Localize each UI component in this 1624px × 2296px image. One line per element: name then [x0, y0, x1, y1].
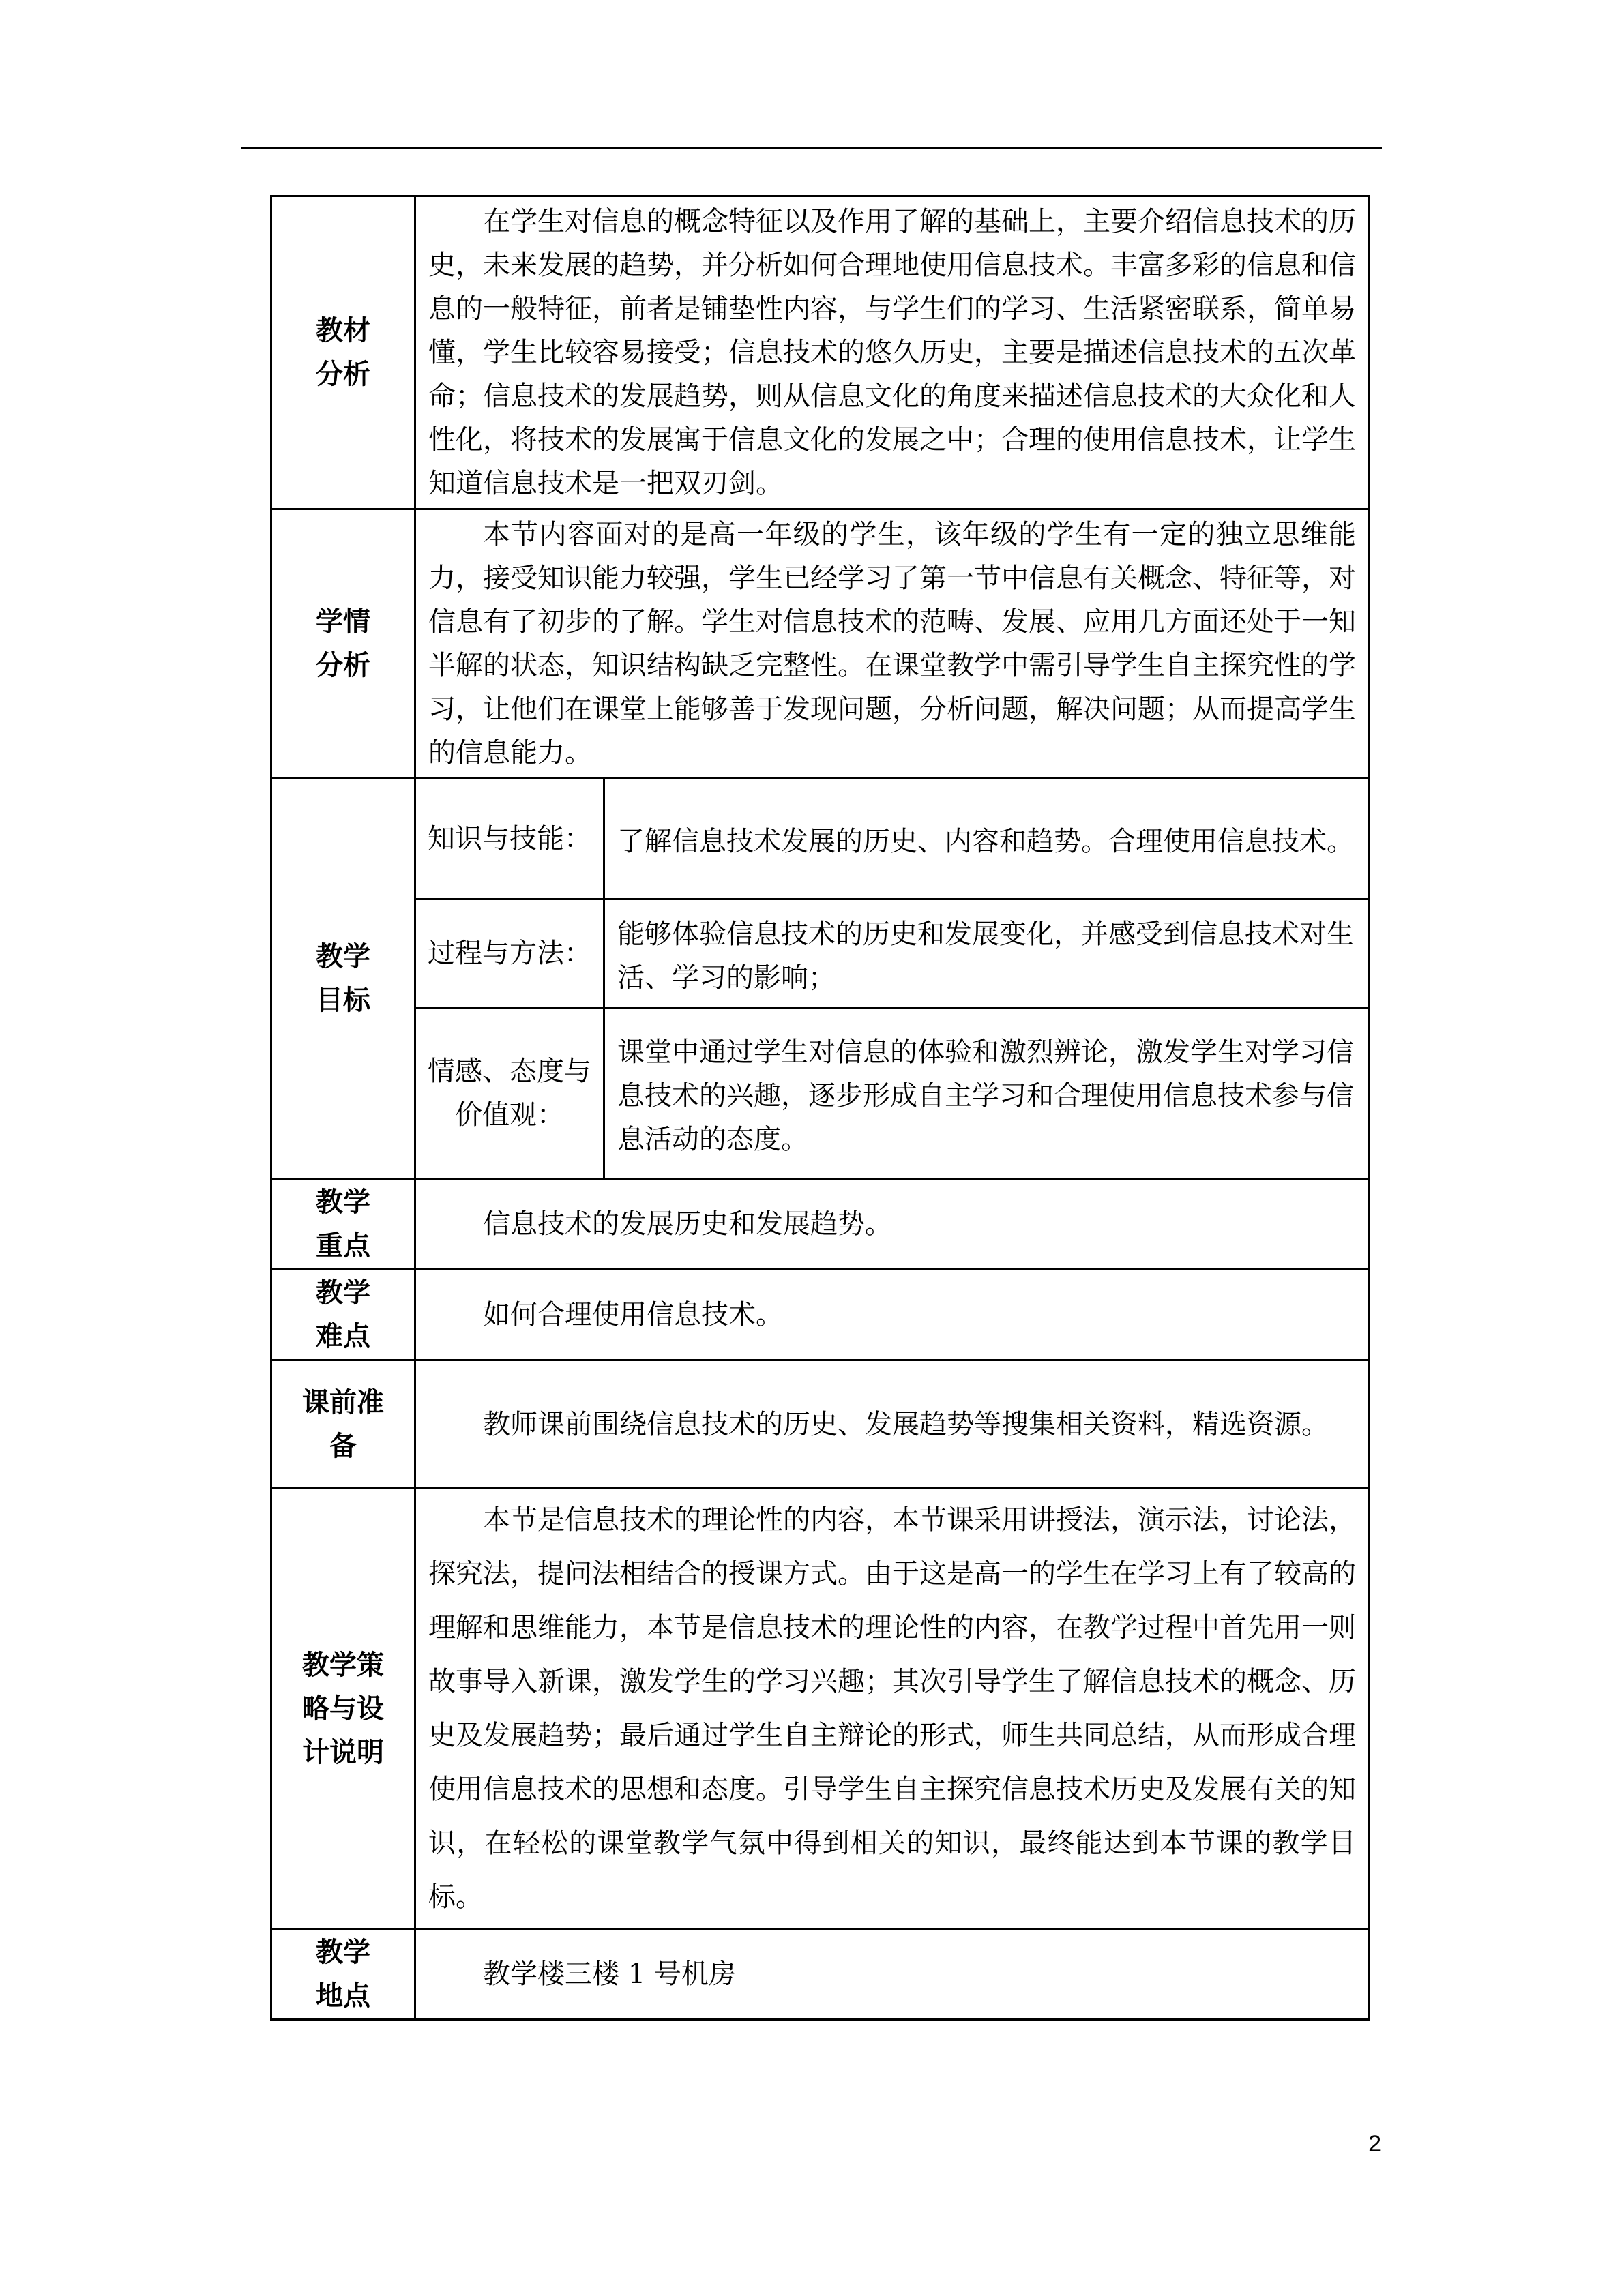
materials-analysis-text: 在学生对信息的概念特征以及作用了解的基础上，主要介绍信息技术的历史，未来发展的趋势，并分析如何合理地使用信息技术。丰富多彩的信息和信息的一般特征，前者是铺垫性内容，与学生们的学习、生活紧密联系，简单易懂，学生比较容易接受；信息技术的悠久历史，主要是描述信息技术的五次革命；信息技术的发展趋势，则从信息文化的角度来描述信息技术的大众化和人性化，将技术的发展寓于信息文化的发展之中；合理的使用信息技术，让学生知道信息技术是一把双刃剑。 [415, 196, 1370, 509]
row-student-analysis [271, 509, 1370, 779]
strategy-text: 本节是信息技术的理论性的内容，本节课采用讲授法，演示法，讨论法，探究法，提问法相结合的授课方式。由于这是高一的学生在学习上有了较高的理解和思维能力，本节是信息技术的理论性的内容，在教学过程中首先用一则故事导入新课，激发学生的学习兴趣；其次引导学生了解信息技术的概念、历史及发展趋势；最后通过学生自主辩论的形式，师生共同总结，从而形成合理使用信息技术的思想和态度。引导学生自主探究信息技术历史及发展有关的知识，在轻松的课堂教学气氛中得到相关的知识，最终能达到本节课的教学目标。 [415, 1489, 1370, 1929]
teaching-goals-cell [415, 779, 1370, 1179]
student-analysis-text: 本节内容面对的是高一年级的学生，该年级的学生有一定的独立思维能力，接受知识能力较强，学生已经学习了第一节中信息有关概念、特征等，对信息有了初步的了解。学生对信息技术的范畴、发展、应用几方面还处于一知半解的状态，知识结构缺乏完整性。在课堂教学中需引导学生自主探究性的学习，让他们在课堂上能够善于发现问题，分析问题，解决问题；从而提高学生的信息能力。 [415, 509, 1370, 779]
student-analysis-label: 学情 分析 [316, 606, 370, 681]
goal-text: 能够体验信息技术的历史和发展变化，并感受到信息技术对生活、学习的影响； [604, 899, 1369, 1008]
goal-label: 情感、态度与价值观： [416, 1008, 604, 1178]
goal-label: 知识与技能： [416, 779, 604, 899]
header-rule [241, 147, 1382, 149]
goal-row [416, 1008, 1368, 1178]
key-points-text: 信息技术的发展历史和发展趋势。 [415, 1179, 1370, 1270]
location-label: 教学 地点 [316, 1937, 370, 2012]
preparation-text: 教师课前围绕信息技术的历史、发展趋势等搜集相关资料，精选资源。 [415, 1360, 1370, 1489]
row-preparation [271, 1360, 1370, 1489]
goal-row [416, 779, 1368, 899]
materials-analysis-label: 教材 分析 [316, 315, 370, 390]
row-strategy [271, 1489, 1370, 1929]
teaching-goals-label: 教学 目标 [316, 941, 370, 1016]
row-difficulties [271, 1270, 1370, 1360]
student-analysis-header [271, 509, 415, 779]
row-location [271, 1929, 1370, 2020]
preparation-header [271, 1360, 415, 1489]
difficulties-label: 教学 难点 [316, 1277, 370, 1352]
strategy-header [271, 1489, 415, 1929]
lesson-plan-table [270, 195, 1370, 2021]
key-points-label: 教学 重点 [316, 1187, 370, 1262]
strategy-label: 教学策 略与设 计说明 [302, 1649, 384, 1768]
preparation-label: 课前准 备 [302, 1386, 384, 1462]
key-points-header [271, 1179, 415, 1270]
difficulties-text: 如何合理使用信息技术。 [415, 1270, 1370, 1360]
page-number: 2 [1368, 2131, 1381, 2157]
location-text: 教学楼三楼 1 号机房 [415, 1929, 1370, 2020]
teaching-goals-subtable [416, 779, 1368, 1178]
goal-row [416, 899, 1368, 1008]
goal-text: 课堂中通过学生对信息的体验和激烈辨论，激发学生对学习信息技术的兴趣，逐步形成自主学习和合理使用信息技术参与信息活动的态度。 [604, 1008, 1369, 1178]
row-teaching-goals [271, 779, 1370, 1179]
location-header [271, 1929, 415, 2020]
goal-label: 过程与方法： [416, 899, 604, 1008]
row-materials-analysis [271, 196, 1370, 509]
row-key-points [271, 1179, 1370, 1270]
teaching-goals-header [271, 779, 415, 1179]
materials-analysis-header [271, 196, 415, 509]
goal-text: 了解信息技术发展的历史、内容和趋势。合理使用信息技术。 [604, 779, 1369, 899]
difficulties-header [271, 1270, 415, 1360]
